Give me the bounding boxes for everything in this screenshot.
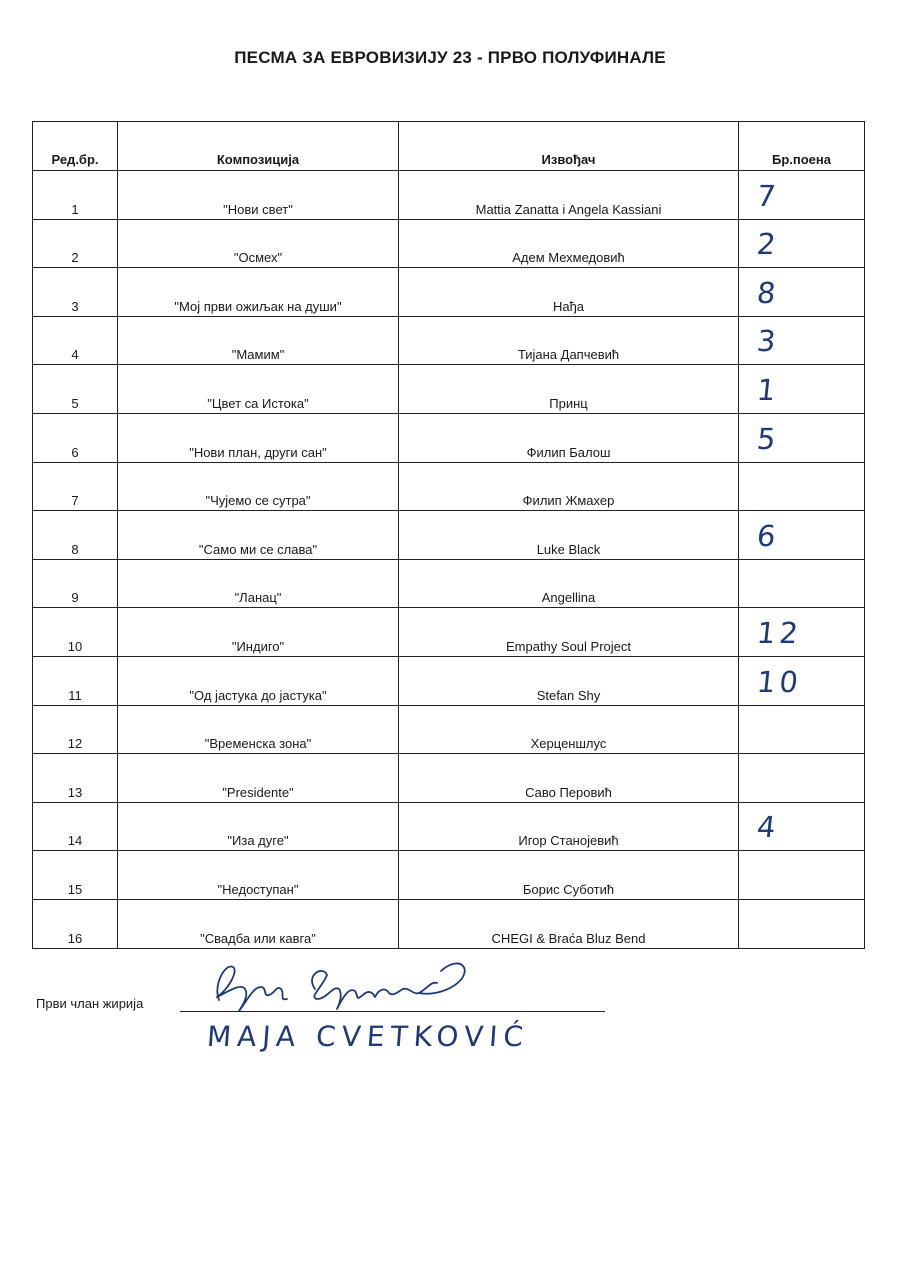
song-title: "Иза дуге" (118, 802, 399, 851)
header-artist: Извођач (399, 122, 739, 171)
artist-name: Mattia Zanatta i Angela Kassiani (399, 171, 739, 220)
row-number: 2 (33, 219, 118, 268)
artist-name: Филип Жмахер (399, 462, 739, 511)
row-number: 12 (33, 705, 118, 754)
row-number: 5 (33, 365, 118, 414)
points-cell (739, 462, 865, 511)
artist-name: Luke Black (399, 511, 739, 560)
song-title: "Нови свет" (118, 171, 399, 220)
points-cell (739, 705, 865, 754)
artist-name: Тијана Дапчевић (399, 316, 739, 365)
song-title: "Нови план, други сан" (118, 413, 399, 462)
points-cell (739, 851, 865, 900)
signature-printed-name: MAJA CVETKOVIĆ (205, 1020, 531, 1053)
handwritten-points: 7 (755, 178, 782, 213)
table-row (33, 754, 865, 803)
handwritten-signature (205, 945, 475, 1015)
points-cell (739, 413, 865, 462)
handwritten-points: 4 (755, 810, 782, 845)
table-row (33, 899, 865, 948)
table-row (33, 608, 865, 657)
row-number: 16 (33, 899, 118, 948)
table-row (33, 705, 865, 754)
artist-name: Stefan Shy (399, 656, 739, 705)
song-title: "Од јастука до јастука" (118, 656, 399, 705)
table-row (33, 559, 865, 608)
table-row (33, 413, 865, 462)
row-number: 3 (33, 268, 118, 317)
handwritten-points: 3 (755, 324, 782, 359)
table-header-row (33, 122, 865, 171)
artist-name: Херценшлус (399, 705, 739, 754)
row-number: 13 (33, 754, 118, 803)
jury-voting-table (32, 121, 865, 949)
row-number: 14 (33, 802, 118, 851)
handwritten-points: 2 (755, 227, 782, 262)
table-row (33, 656, 865, 705)
points-cell (739, 511, 865, 560)
artist-name: Игор Станојевић (399, 802, 739, 851)
points-cell (739, 171, 865, 220)
row-number: 10 (33, 608, 118, 657)
points-cell (739, 754, 865, 803)
song-title: "Осмех" (118, 219, 399, 268)
song-title: "Presidente" (118, 754, 399, 803)
handwritten-points: 5 (755, 421, 782, 456)
artist-name: Борис Суботић (399, 851, 739, 900)
song-title: "Временска зона" (118, 705, 399, 754)
song-title: "Чујемо се сутра" (118, 462, 399, 511)
table-row (33, 171, 865, 220)
song-title: "Само ми се слава" (118, 511, 399, 560)
signature-line (180, 1011, 605, 1012)
row-number: 1 (33, 171, 118, 220)
table-row (33, 851, 865, 900)
artist-name: CHEGI & Braća Bluz Bend (399, 899, 739, 948)
row-number: 8 (33, 511, 118, 560)
points-cell (739, 559, 865, 608)
song-title: "Недоступан" (118, 851, 399, 900)
handwritten-points: 1 (755, 372, 782, 407)
artist-name: Адем Мехмедовић (399, 219, 739, 268)
song-title: "Свадба или кавга" (118, 899, 399, 948)
table-row (33, 462, 865, 511)
points-cell (739, 316, 865, 365)
song-title: "Индиго" (118, 608, 399, 657)
handwritten-points: 6 (755, 518, 782, 553)
table-row (33, 802, 865, 851)
artist-name: Филип Балош (399, 413, 739, 462)
points-cell (739, 802, 865, 851)
artist-name: Нађа (399, 268, 739, 317)
artist-name: Саво Перовић (399, 754, 739, 803)
points-cell (739, 219, 865, 268)
row-number: 6 (33, 413, 118, 462)
table-row (33, 511, 865, 560)
points-cell (739, 899, 865, 948)
artist-name: Angellina (399, 559, 739, 608)
table-row (33, 316, 865, 365)
song-title: "Мој први ожиљак на души" (118, 268, 399, 317)
song-title: "Мамим" (118, 316, 399, 365)
points-cell (739, 656, 865, 705)
song-title: "Ланац" (118, 559, 399, 608)
row-number: 9 (33, 559, 118, 608)
artist-name: Empathy Soul Project (399, 608, 739, 657)
handwritten-points: 10 (755, 664, 804, 699)
row-number: 15 (33, 851, 118, 900)
table-row (33, 365, 865, 414)
header-num: Ред.бр. (33, 122, 118, 171)
song-title: "Цвет са Истока" (118, 365, 399, 414)
page-title: ПЕСМА ЗА ЕВРОВИЗИЈУ 23 - ПРВО ПОЛУФИНАЛЕ (234, 48, 666, 67)
signature-label: Први члан жирија (36, 996, 144, 1011)
points-cell (739, 608, 865, 657)
table-body (33, 171, 865, 949)
header-song: Композиција (118, 122, 399, 171)
header-points: Бр.поена (739, 122, 865, 171)
table-row (33, 219, 865, 268)
row-number: 4 (33, 316, 118, 365)
row-number: 7 (33, 462, 118, 511)
handwritten-points: 8 (755, 275, 782, 310)
points-cell (739, 365, 865, 414)
row-number: 11 (33, 656, 118, 705)
table-row (33, 268, 865, 317)
artist-name: Принц (399, 365, 739, 414)
handwritten-points: 12 (755, 615, 804, 650)
points-cell (739, 268, 865, 317)
